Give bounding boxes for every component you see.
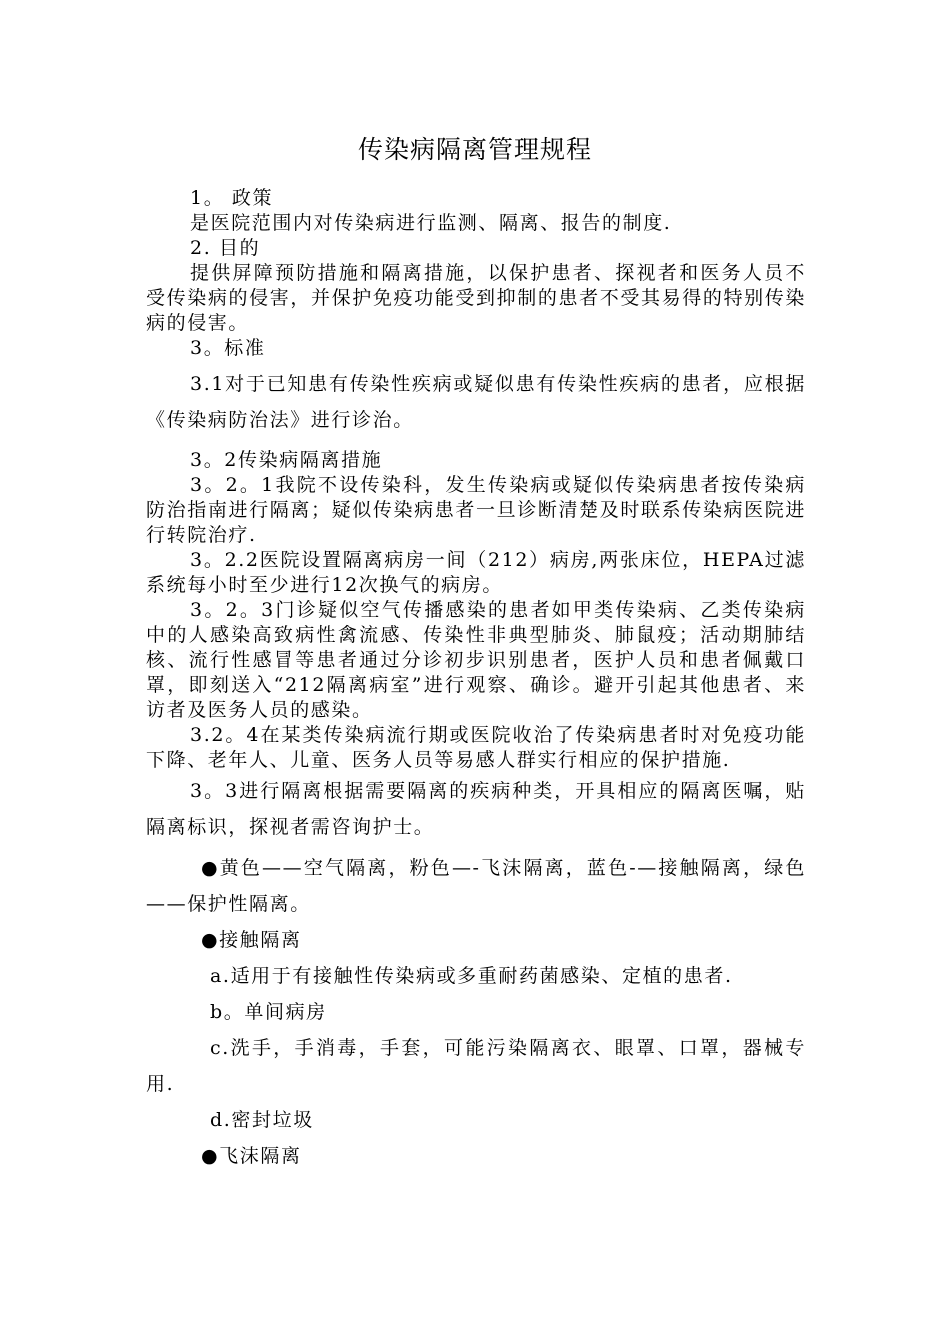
section-heading-purpose: 2. 目的: [190, 237, 261, 259]
isolation-color-codes: ●黄色——空气隔离，粉色—-飞沫隔离，蓝色-—接触隔离，绿色——保护性隔离。: [146, 857, 806, 915]
standard-3-2-3: 3。2。3门诊疑似空气传播感染的患者如甲类传染病、乙类传染病中的人感染高致病性禽流感、传染性非典型肺炎、肺鼠疫；活动期肺结核、流行性感冒等患者通过分诊初步识别患者，医护人员和患者佩戴口罩，即刻送入“212隔离病室”进行观察、确诊。避开引起其他患者、来访者及医务人员的感染。: [146, 599, 806, 721]
section-heading-standard: 3。标准: [190, 337, 266, 359]
standard-3-2-1: 3。2。1我院不设传染科，发生传染病或疑似传染病患者按传染病防治指南进行隔离；疑似传染病患者一旦诊断清楚及时联系传染病医院进行转院治疗.: [146, 474, 806, 546]
contact-isolation-item-a: a.适用于有接触性传染病或多重耐药菌感染、定植的患者.: [210, 965, 733, 987]
standard-3-1: 3.1对于已知患有传染性疾病或疑似患有传染性疾病的患者，应根据《传染病防治法》进行诊治。: [146, 373, 806, 431]
purpose-text: 提供屏障预防措施和隔离措施，以保护患者、探视者和医务人员不受传染病的侵害，并保护免疫功能受到抑制的患者不受其易得的特别传染病的侵害。: [146, 262, 806, 334]
droplet-isolation-heading: ●飞沫隔离: [201, 1145, 302, 1167]
contact-isolation-item-b: b。单间病房: [210, 1001, 327, 1023]
standard-3-2-2: 3。2.2医院设置隔离病房一间（212）病房,两张床位，HEPA过滤系统每小时至少进行12次换气的病房。: [146, 549, 806, 596]
policy-text: 是医院范围内对传染病进行监测、隔离、报告的制度.: [190, 212, 672, 234]
contact-isolation-item-c: c.洗手，手消毒，手套，可能污染隔离衣、眼罩、口罩，器械专用.: [146, 1037, 806, 1095]
section-heading-policy: 1。 政策: [190, 187, 274, 209]
standard-3-2-heading: 3。2传染病隔离措施: [190, 449, 383, 471]
standard-3-2-4: 3.2。4在某类传染病流行期或医院收治了传染病患者时对免疫功能下降、老年人、儿童、医务人员等易感人群实行相应的保护措施.: [146, 724, 806, 771]
document-title: 传染病隔离管理规程: [357, 135, 592, 164]
contact-isolation-item-d: d.密封垃圾: [210, 1109, 314, 1131]
contact-isolation-heading: ●接触隔离: [201, 929, 302, 951]
standard-3-3: 3。3进行隔离根据需要隔离的疾病种类，开具相应的隔离医嘱，贴隔离标识，探视者需咨询护士。: [146, 780, 806, 838]
document-body: [146, 186, 806, 1174]
